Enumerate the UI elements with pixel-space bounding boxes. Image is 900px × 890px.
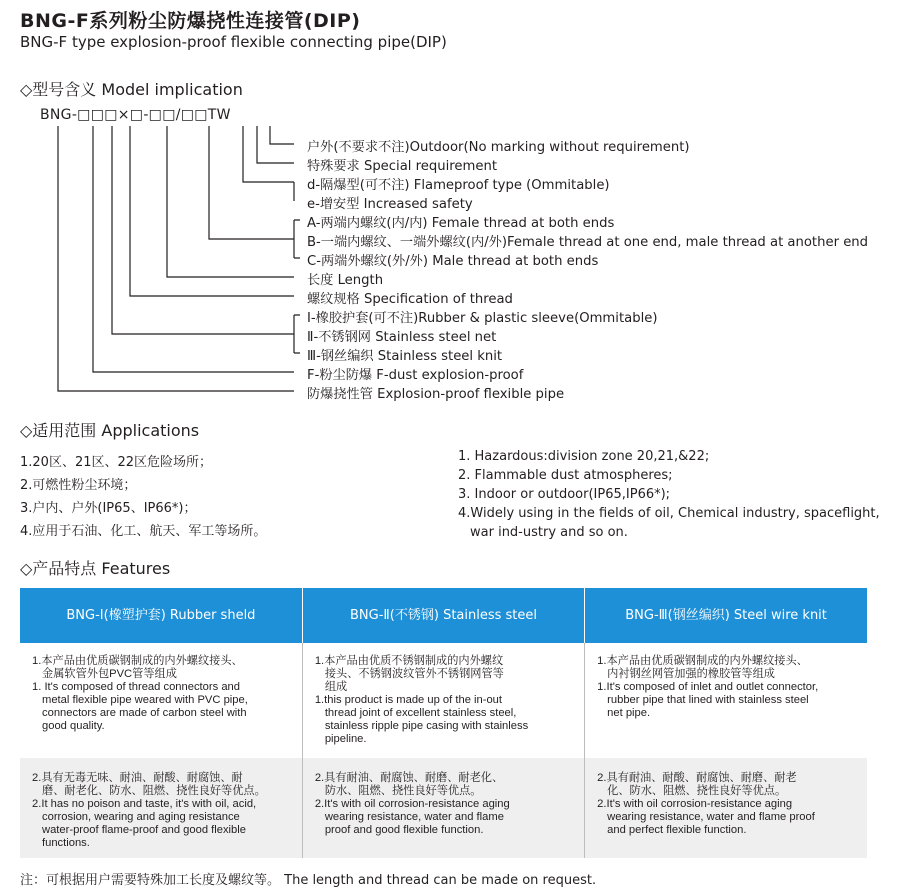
model-code: BNG-□□□×□-□□/□□TW [40, 107, 231, 123]
legend-special: 特殊要求 Special requirement [307, 159, 498, 174]
legend-thread-a: A-两端内螺纹(内/内) Female thread at both ends [307, 216, 615, 231]
legend-steel-net: Ⅱ-不锈钢网 Stainless steel net [307, 330, 497, 345]
legend-flexible-pipe: 防爆挠性管 Explosion-proof flexible pipe [307, 387, 565, 402]
applications-heading: ◇适用范围 Applications [20, 421, 200, 440]
legend-outdoor: 户外(不要求不注)Outdoor(No marking without requirement) [307, 140, 690, 155]
legend-rubber-sleeve: Ⅰ-橡胶护套(可不注)Rubber & plastic sleeve(Ommitable) [307, 311, 658, 326]
legend-thread-b: B-一端内螺纹、一端外螺纹(内/外)Female thread at one end, male thread at another end [307, 235, 869, 250]
feature-cell: 1.本产品由优质碳钢制成的内外螺纹接头、 内衬钢丝网管加强的橡胶管等组成 1.It's composed of inlet and outlet connector, rubber pipe that lined with stainless steel net pipe. [585, 643, 867, 758]
legend-increased-safety: e-增安型 Increased safety [307, 197, 473, 212]
app-cn-1: 1.20区、21区、22区危险场所； [20, 455, 213, 470]
feature-cell: 2.具有耐油、耐腐蚀、耐磨、耐老化、 防水、阻燃、挠性良好等优点。 2.It's with oil corrosion-resistance aging wearing resistance, water and flame proof and good flexible function. [302, 758, 584, 858]
legend-dust-explosion-proof: F-粉尘防爆 F-dust explosion-proof [307, 368, 524, 383]
footnote: 注：可根据用户需要特殊加工长度及螺纹等。 The length and thread can be made on request. [20, 873, 597, 888]
app-cn-3: 3.户内、户外(IP65、IP66*)； [20, 501, 197, 516]
features-col-rubber: BNG-Ⅰ(橡塑护套) Rubber sheld [20, 588, 302, 643]
feature-cell: 1.本产品由优质不锈钢制成的内外螺纹 接头、不锈钢波纹管外不锈钢网管等 组成 1.this product is made up of the in-out thread joint of excellent stainless steel, stainless ripple pipe casing with stainless pipeline. [302, 643, 584, 758]
legend-thread-c: C-两端外螺纹(外/外) Male thread at both ends [307, 254, 599, 269]
legend-length: 长度 Length [307, 273, 384, 288]
app-cn-2: 2.可燃性粉尘环境； [20, 478, 137, 493]
features-col-wire-knit: BNG-Ⅲ(钢丝编织) Steel wire knit [585, 588, 867, 643]
feature-cell: 2.具有耐油、耐酸、耐腐蚀、耐磨、耐老 化、防水、阻燃、挠性良好等优点。 2.It's with oil corrosion-resistance aging wearing resistance, water and flame proof and perfect flexible function. [585, 758, 867, 858]
page-title: BNG-F系列粉尘防爆挠性连接管(DIP) [20, 10, 361, 32]
legend-steel-knit: Ⅲ-钢丝编织 Stainless steel knit [307, 349, 503, 364]
page-subtitle: BNG-F type explosion-proof flexible connecting pipe(DIP) [20, 33, 447, 51]
app-en-4: 4.Widely using in the fields of oil, Chemical industry, spaceflight, [458, 506, 880, 521]
features-table [20, 588, 867, 858]
model-heading: ◇型号含义 Model implication [20, 80, 243, 99]
app-en-1: 1. Hazardous:division zone 20,21,&22; [458, 449, 710, 464]
features-heading: ◇产品特点 Features [20, 559, 171, 578]
feature-cell: 1.本产品由优质碳钢制成的内外螺纹接头、 金属软管外包PVC管等组成 1. It's composed of thread connectors and metal flexible pipe weared with PVC pipe, connectors are made of carbon steel with good quality. [20, 643, 302, 758]
features-col-stainless: BNG-Ⅱ(不锈钢) Stainless steel [302, 588, 584, 643]
app-en-2: 2. Flammable dust atmospheres; [458, 468, 673, 483]
legend-thread-spec: 螺纹规格 Specification of thread [307, 292, 513, 307]
app-cn-4: 4.应用于石油、化工、航天、军工等场所。 [20, 524, 267, 539]
app-en-5: war ind-ustry and so on. [470, 525, 628, 540]
feature-cell: 2.具有无毒无味、耐油、耐酸、耐腐蚀、耐 磨、耐老化、防水、阻燃、挠性良好等优点。 2.It has no poison and taste, it's with oil, acid, corrosion, wearing and aging resistance water-proof flame-proof and good flexible functions. [20, 758, 302, 858]
app-en-3: 3. Indoor or outdoor(IP65,IP66*); [458, 487, 671, 502]
legend-flameproof: d-隔爆型(可不注) Flameproof type (Ommitable) [307, 178, 610, 193]
